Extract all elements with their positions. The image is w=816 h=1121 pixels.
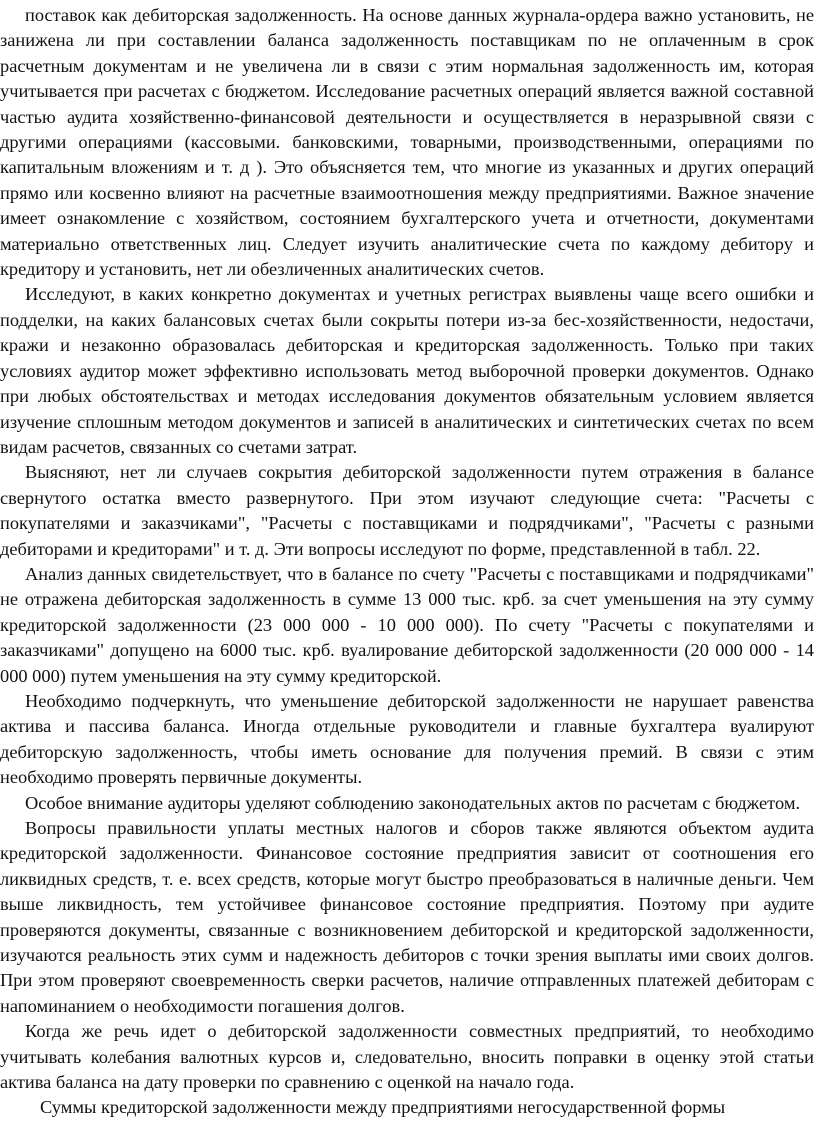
paragraph-4: Анализ данных свидетельствует, что в балансе по счету "Расчеты с поставщиками и подрядчиками" не отражена дебиторская задолженность в сумме 13 000 тыс. крб. за счет уменьшения на эту сумму кредиторской задолженности (23 000 000 - 10 000 000). По счету "Расчеты с покупателями и заказчиками" допущено на 6000 тыс. крб. вуалирование дебиторской задолженности (20 000 000 - 14 000 000) путем уменьшения на эту сумму кредиторской.	[0, 563, 814, 686]
paragraph-3: Выясняют, нет ли случаев сокрытия дебиторской задолженности путем отражения в балансе свернутого остатка вместо развернутого. При этом изучают следующие счета: "Расчеты с покупателями и заказчиками", "Расчеты с поставщиками и подрядчиками", "Расчеты с разными дебиторами и кредиторами" и т. д. Эти вопросы исследуют по форме, представленной в табл. 22.	[0, 462, 814, 559]
paragraph-7: Вопросы правильности уплаты местных налогов и сборов также являются объектом аудита кредиторской задолженности. Финансовое состояние предприятия зависит от соотношения его ликвидных средств, т. е. всех средств, которые могут быстро преобразоваться в наличные деньги. Чем выше ликвидность, тем устойчивее финансовое состояние предприятия. Поэтому при аудите проверяются документы, связанные с возникновением дебиторской и кредиторской задолженности, изучаются реальность этих сумм и надежность дебиторов с точки зрения выплаты ими своих долгов. При этом проверяют своевременность сверки расчетов, наличие отправленных платежей дебиторам с напоминанием о необходимости погашения долгов.	[0, 818, 814, 1016]
paragraph-8: Когда же речь идет о дебиторской задолженности совместных предприятий, то необходимо учитывать колебания валютных курсов и, следовательно, вносить поправки в оценку этой статьи актива баланса на дату проверки по сравнению с оценкой на начало года.	[0, 1021, 814, 1093]
paragraph-1: поставок как дебиторская задолженность. На основе данных журнала-ордера важно установить, не занижена ли при составлении баланса задолженность поставщикам по не оплаченным в срок расчетным документам и не увеличена ли в связи с этим нормальная задолженность им, которая учитывается при расчетах с бюджетом. Исследование расчетных операций является важной составной частью аудита хозяйственно-финансовой деятельности и осуществляется в неразрывной связи с другими операциями (кассовыми. банковскими, товарными, производственными, операциями по капитальным вложениям и т. д ). Это объясняется тем, что многие из указанных и других операций прямо или косвенно влияют на расчетные взаимоотношения между предприятиями. Важное значение имеет ознакомление с хозяйством, состоянием бухгалтерского учета и отчетности, документами материально ответственных лиц. Следует изучить аналитические счета по каждому дебитору и кредитору и установить, нет ли обезличенных аналитических счетов.	[0, 5, 814, 280]
paragraph-6: Особое внимание аудиторы уделяют соблюдению законодательных актов по расчетам с бюджетом.	[25, 792, 801, 813]
paragraph-5: Необходимо подчеркнуть, что уменьшение дебиторской задолженности не нарушает равенства актива и пассива баланса. Иногда отдельные руководители и главные бухгалтера вуалируют дебиторскую задолженность, чтобы иметь основание для получения премий. В связи с этим необходимо проверять первичные документы.	[0, 690, 814, 788]
paragraph-2: Исследуют, в каких конкретно документах и учетных регистрах выявлены чаще всего ошибки и подделки, на каких балансовых счетах были сокрыты потери из-за бес-хозяйственности, недостачи, кражи и незаконно образовалась дебиторская и кредиторская задолженность. Только при таких условиях аудитор может эффективно использовать метод выборочной проверки документов. Однако при любых обстоятельствах и методах исследования документов обязательным условием является изучение сплошным методом документов и записей в аналитических и синтетических счетах по всем видам расчетов, связанных со счетами затрат.	[0, 284, 814, 457]
table-heading: Суммы кредиторской задолженности между предприятиями негосударственной формы	[40, 1097, 726, 1118]
